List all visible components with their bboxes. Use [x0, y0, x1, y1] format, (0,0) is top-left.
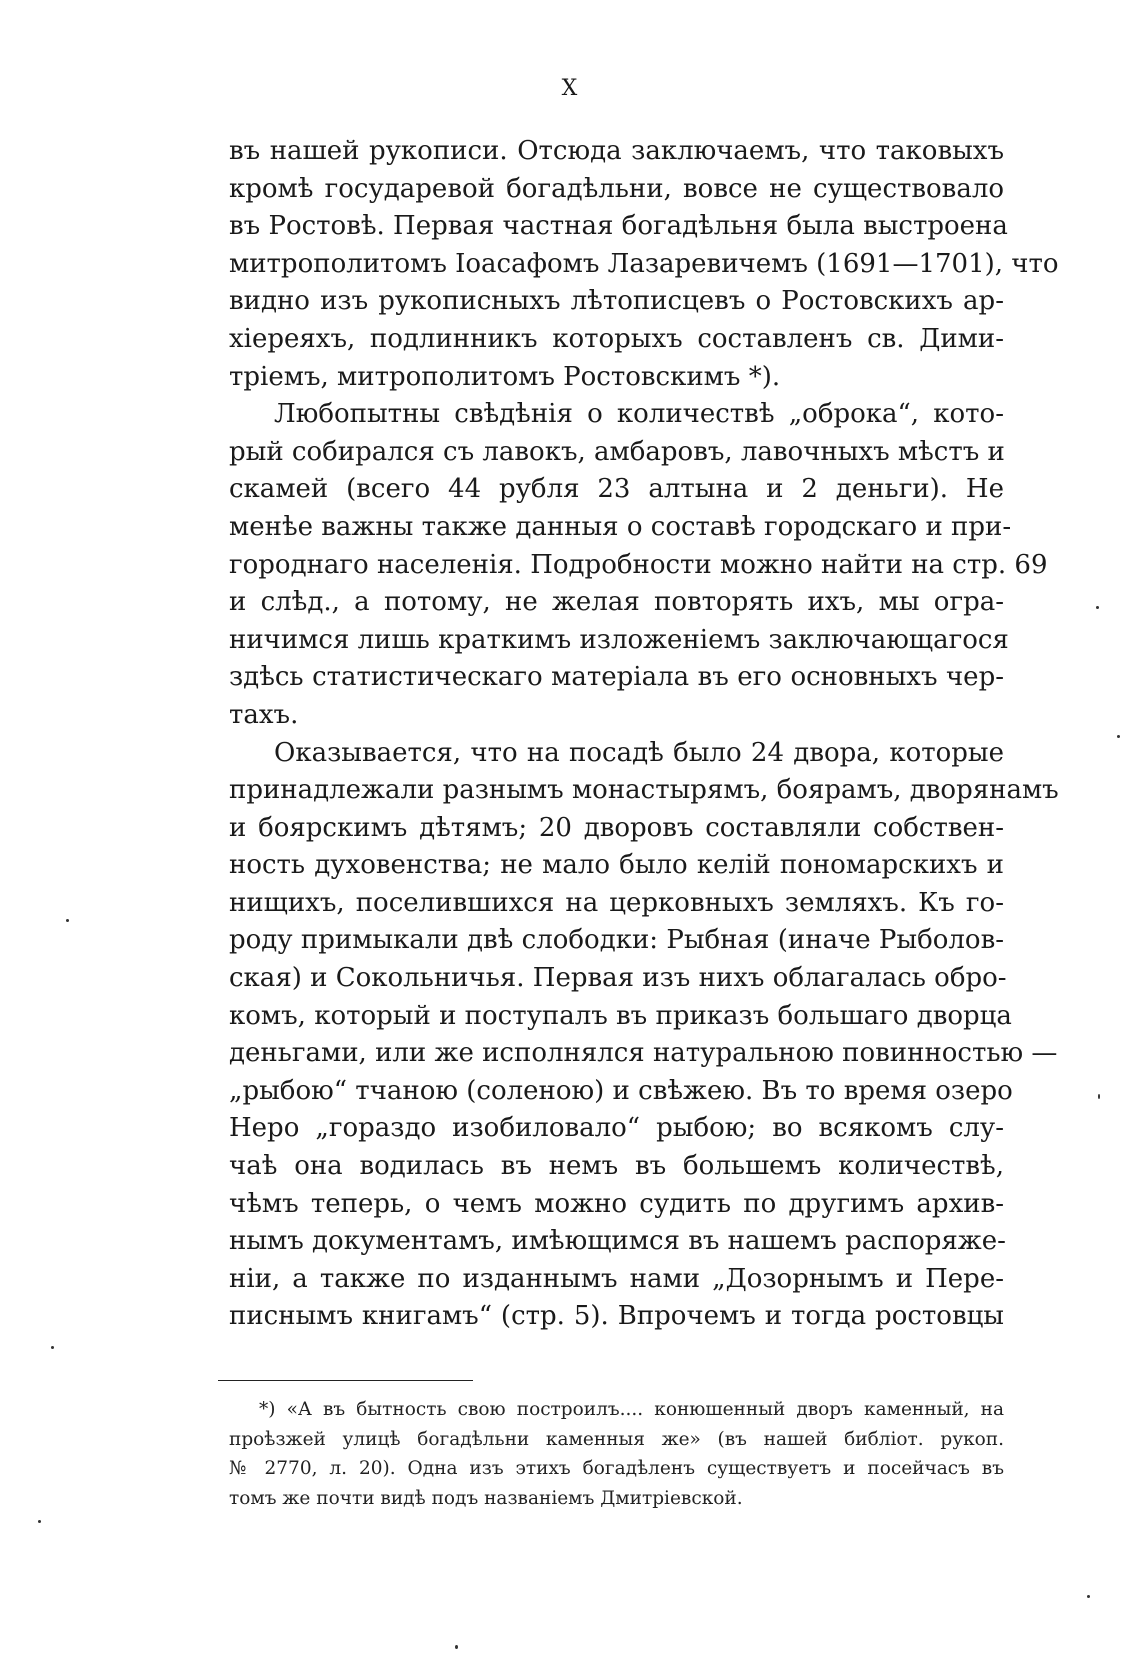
text-line: кромѣ государевой богадѣльни, вовсе не существовало — [229, 173, 1004, 204]
text-line: и боярскимъ дѣтямъ; 20 дворовъ составляли собствен- — [229, 812, 1004, 843]
footnote-line: проѣзжей улицѣ богадѣльни каменныя же» (въ нашей библіот. рукоп. — [229, 1428, 1004, 1450]
text-line: чѣмъ теперь, о чемъ можно судить по другимъ архив- — [229, 1188, 1004, 1219]
text-line: и слѣд., а потому, не желая повторять ихъ, мы огра- — [229, 587, 1004, 618]
text-line: ничимся лишь краткимъ изложеніемъ заключающагося — [229, 624, 1009, 655]
footnote — [229, 1395, 1004, 1513]
text-line: скамей (всего 44 рубля 23 алтына и 2 деньги). Не — [229, 474, 1004, 505]
scan-speck — [1096, 606, 1099, 609]
scan-speck — [1117, 735, 1120, 738]
scan-speck — [1087, 1595, 1090, 1598]
text-line: въ Ростовѣ. Первая частная богадѣльня была выстроена — [229, 211, 1008, 242]
text-line: нымъ документамъ, имѣющимся въ нашемъ распоряже- — [229, 1226, 1006, 1257]
text-line: Неро „гораздо изобиловало“ рыбою; во всякомъ слу- — [229, 1113, 1004, 1144]
text-line: хіереяхъ, подлинникъ которыхъ составленъ св. Дими- — [229, 323, 1004, 354]
text-line: ніи, а также по изданнымъ нами „Дозорнымъ и Пере- — [229, 1263, 1004, 1294]
paragraph-first-line: Любопытны свѣдѣнія о количествѣ „оброка“, кото- — [274, 399, 1004, 430]
text-line: комъ, который и поступалъ въ приказъ большаго дворца — [229, 1000, 1012, 1031]
scan-speck — [38, 1520, 41, 1523]
text-line: чаѣ она водилась въ немъ въ большемъ количествѣ, — [229, 1151, 1004, 1182]
footnote-line: томъ же почти видѣ подъ названіемъ Дмитріевской. — [229, 1487, 743, 1509]
text-line: рый собирался съ лавокъ, амбаровъ, лавочныхъ мѣстъ и — [229, 436, 1005, 467]
text-line: въ нашей рукописи. Отсюда заключаемъ, что таковыхъ — [229, 136, 1004, 166]
text-line: здѣсь статистическаго матеріала въ его основныхъ чер- — [229, 662, 1004, 693]
scan-speck — [66, 919, 69, 922]
text-line: митрополитомъ Іоасафомъ Лазаревичемъ (1691—1701), что — [229, 248, 1059, 279]
text-line: городнаго населенія. Подробности можно найти на стр. 69 — [229, 549, 1048, 580]
scan-speck — [1098, 1094, 1100, 1099]
text-line: ская) и Сокольничья. Первая изъ нихъ облагалась обро- — [229, 963, 1007, 994]
footnote-line: *) «А въ бытность свою построилъ.... конюшенный дворъ каменный, на — [259, 1399, 1004, 1420]
text-line: нищихъ, поселившихся на церковныхъ земляхъ. Къ го- — [229, 887, 1004, 918]
footnote-line: № 2770, л. 20). Одна изъ этихъ богадѣленъ существуетъ и посейчасъ въ — [229, 1458, 1004, 1479]
scan-speck — [455, 1645, 458, 1649]
scan-speck — [51, 1346, 54, 1349]
footnote-separator — [218, 1380, 473, 1381]
text-line: тріемъ, митрополитомъ Ростовскимъ *). — [229, 361, 781, 392]
paragraph-first-line: Оказывается, что на посадѣ было 24 двора, которые — [274, 737, 1004, 768]
text-line: „рыбою“ тчаною (соленою) и свѣжею. Въ то время озеро — [229, 1075, 1013, 1106]
text-line: ность духовенства; не мало было келій пономарскихъ и — [229, 850, 1004, 881]
text-line: видно изъ рукописныхъ лѣтописцевъ о Ростовскихъ ар- — [229, 286, 1004, 317]
text-line: тахъ. — [229, 699, 299, 730]
text-line: писнымъ книгамъ“ (стр. 5). Впрочемъ и тогда ростовцы — [229, 1301, 1004, 1332]
text-line: менѣе важны также данныя о составѣ городскаго и при- — [229, 511, 1012, 542]
main-text — [229, 133, 1059, 1336]
text-line: принадлежали разнымъ монастырямъ, боярамъ, дворянамъ — [229, 775, 1059, 806]
text-line: роду примыкали двѣ слободки: Рыбная (иначе Рыболов- — [229, 925, 1004, 956]
page-number: X — [561, 76, 579, 101]
text-line: деньгами, или же исполнялся натуральною повинностью — — [229, 1038, 1058, 1069]
